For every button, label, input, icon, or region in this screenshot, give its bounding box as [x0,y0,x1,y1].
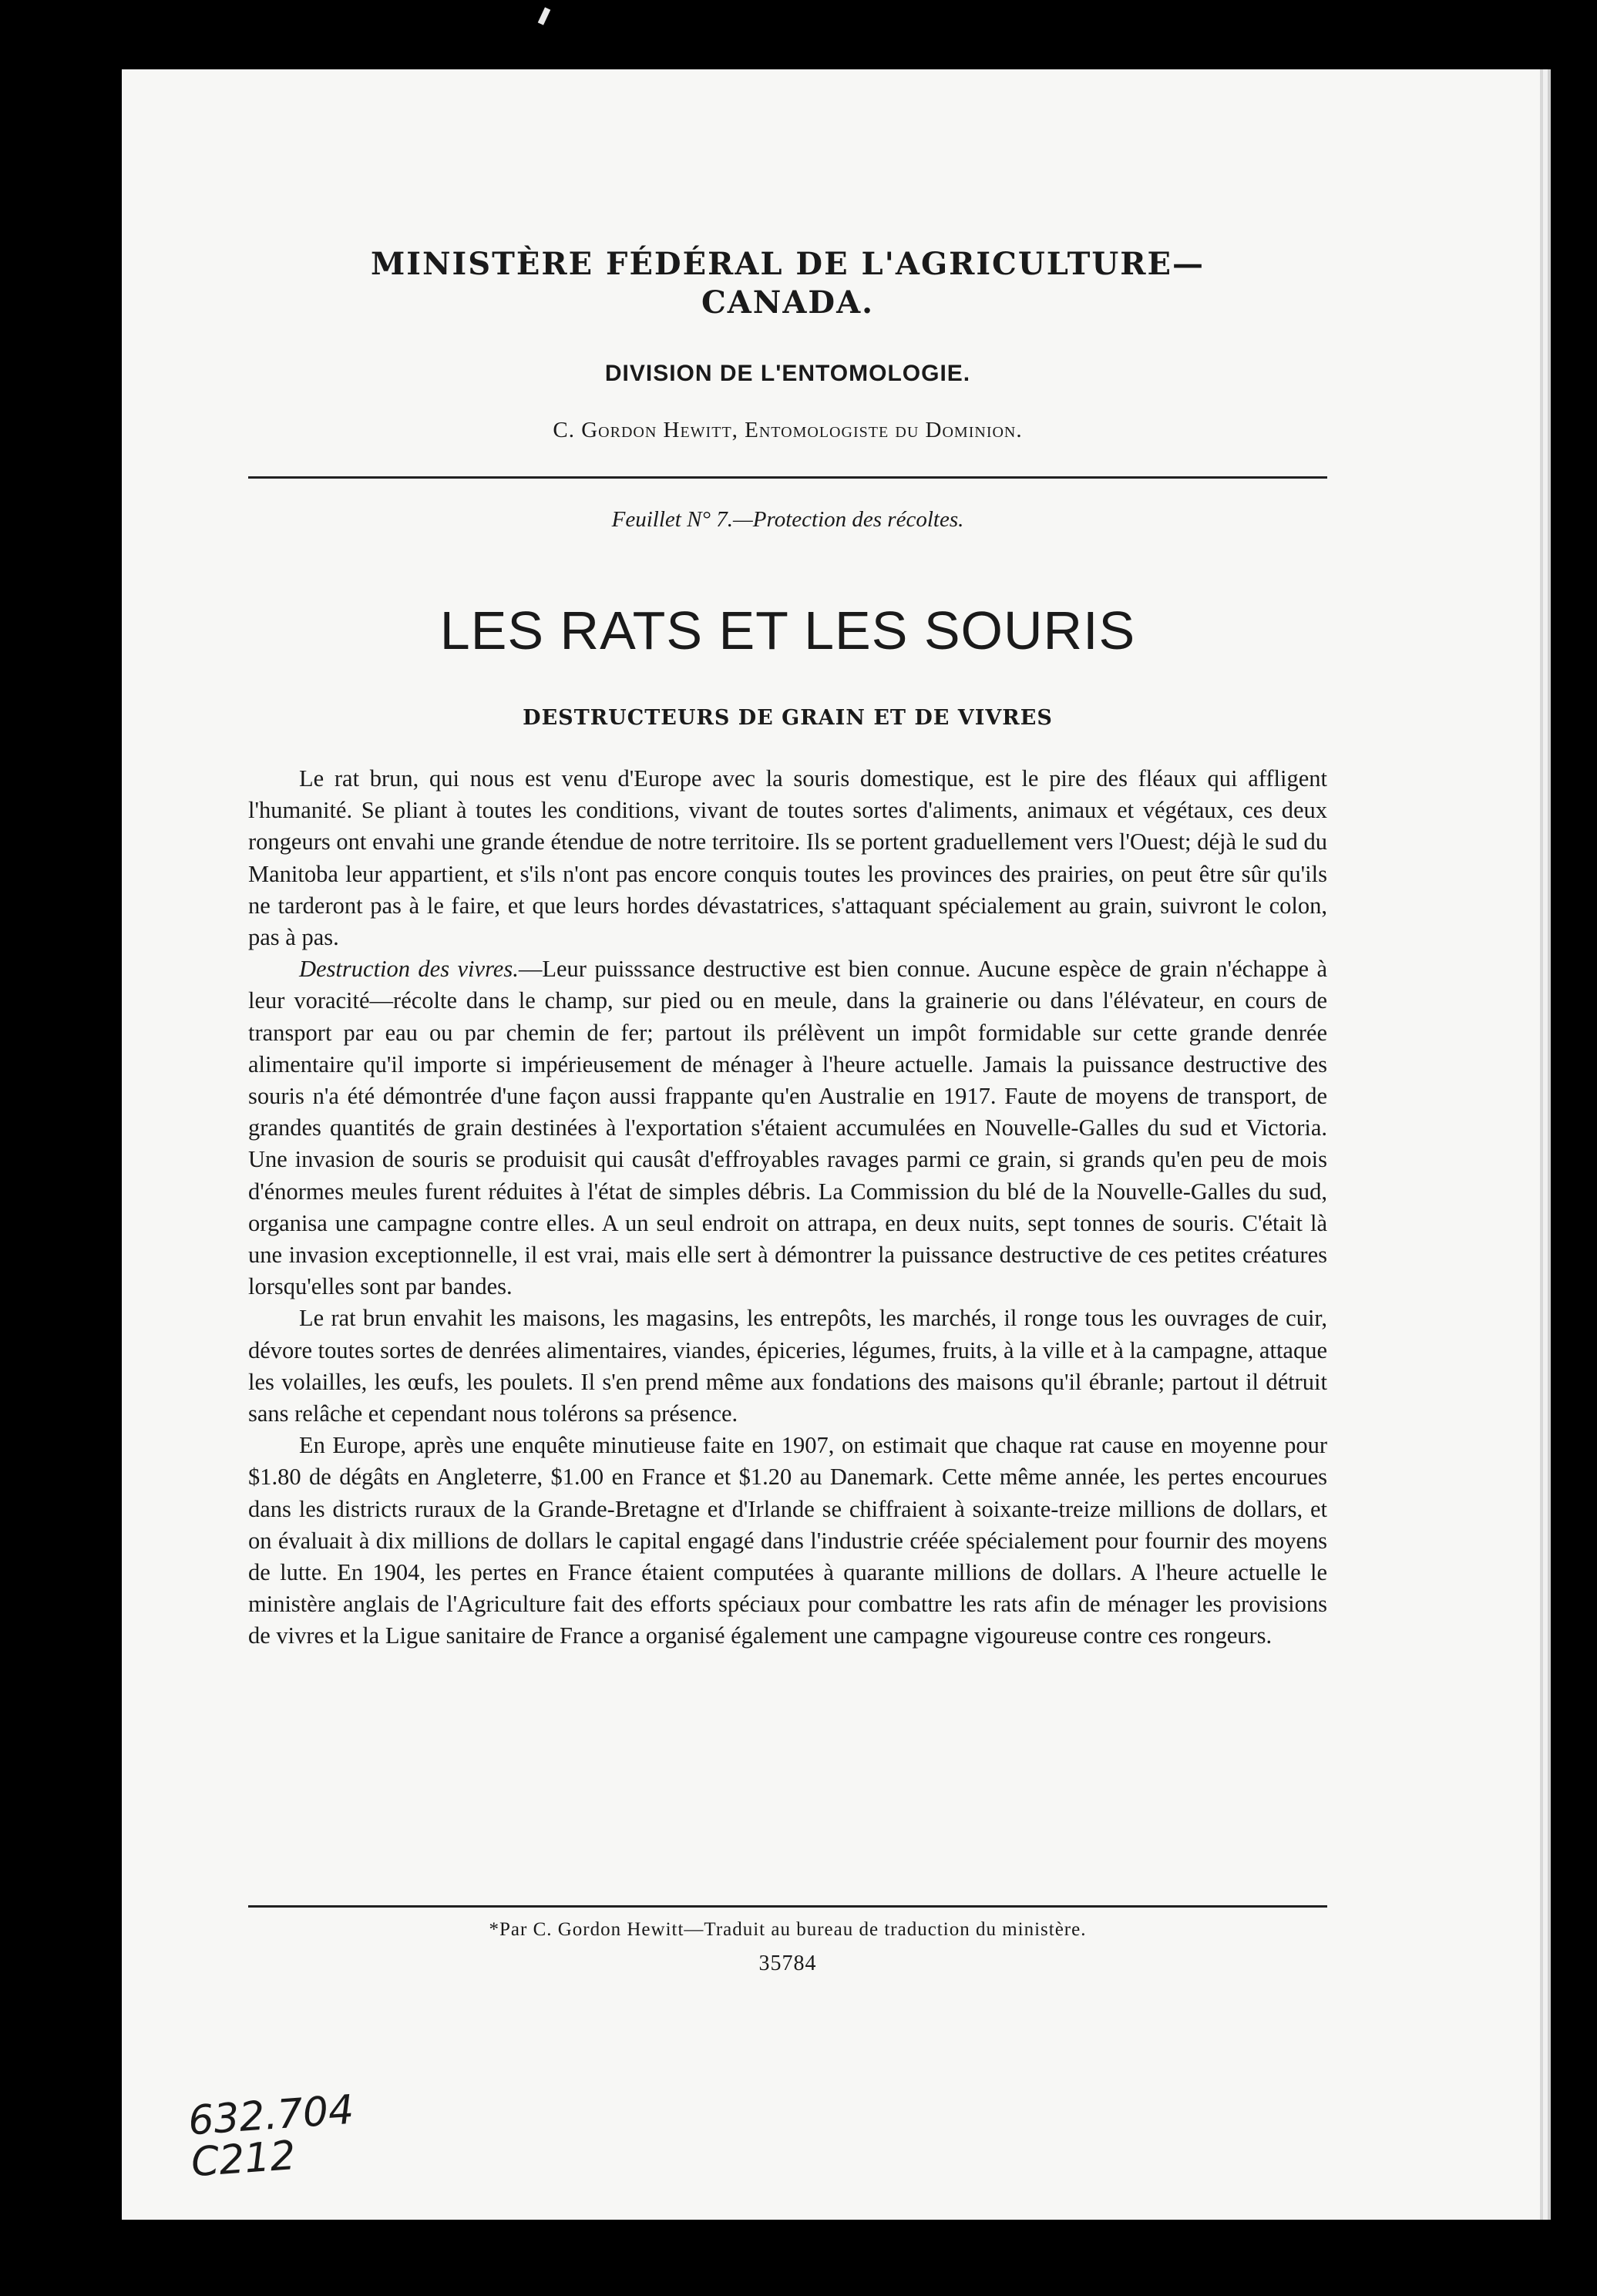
paragraph-text: Le rat brun, qui nous est venu d'Europe avec la souris domestique, est le pire des fléaux qui affligent l'humanité. Se pliant à toutes les conditions, vivant de toutes sortes d'aliments, animaux et végétaux, ces deux rongeurs ont envahi une grande étendue de notre territoire. Ils se portent graduellement vers l'Ouest; déjà le sud du Manitoba leur appartient, et s'ils n'ont pas encore conquis toutes les provinces des prairies, on peut être sûr qu'ils ne tarderont pas à le faire, et que leurs hordes dévastatrices, s'attaquant spécialement au grain, suivront le colon, pas à pas. [248,765,1327,951]
paragraph-text: Le rat brun envahit les maisons, les magasins, les entrepôts, les marchés, il ronge tous les ouvrages de cuir, dévore toutes sortes de denrées alimentaires, viandes, épiceries, légumes, fruits, à la ville et à la campagne, attaque les volailles, les œufs, les poulets. Il s'en prend même aux fondations des maisons qu'il ébranle; partout il détruit sans relâche et cependant nous tolérons sa présence. [248,1305,1327,1427]
division-heading: DIVISION DE L'ENTOMOLOGIE. [604,361,971,386]
page-subtitle: DESTRUCTEURS DE GRAIN ET DE VIVRES [523,706,1053,730]
call-number-line-1: 632.704 [187,2086,355,2145]
paragraph [248,1430,1327,1652]
body-text [248,763,1327,1652]
paragraph [248,763,1327,953]
leaflet-line: Feuillet N° 7.—Protection des récoltes. [611,507,964,532]
ministry-line-1: MINISTÈRE FÉDÉRAL DE L'AGRICULTURE— [370,246,1205,282]
page-edge [1540,77,1549,2212]
author-line: C. Gordon Hewitt, Entomologiste du Dominion. [553,418,1023,442]
page-title: LES RATS ET LES SOURIS [439,600,1136,661]
ministry-line-2: CANADA. [701,284,875,321]
ministry-heading [248,245,1327,322]
handwritten-call-number [187,2086,358,2187]
paragraph-lead: Destruction des vivres. [299,956,519,983]
scan-artifact [538,7,551,25]
document-page [122,69,1540,2220]
footnote: *Par C. Gordon Hewitt—Traduit au bureau de traduction du ministère. [489,1919,1087,1940]
footnote-rule [248,1905,1327,1908]
call-number-line-2: C212 [190,2133,298,2187]
paragraph [248,953,1327,1303]
paragraph-text: —Leur puisssance destructive est bien connue. Aucune espèce de grain n'échappe à leur voracité—récolte dans le champ, sur pied ou en meule, dans la grainerie ou dans l'élévateur, en cours de transport par eau ou par chemin de fer; partout ils prélèvent un impôt formidable sur cette grande denrée alimentaire qu'il importe si impérieusement de ménager à l'heure actuelle. Jamais la puissance destructive des souris n'a été démontrée d'une façon aussi frappante qu'en Australie en 1917. Faute de moyens de transport, de grandes quantités de grain destinées à l'exportation s'étaient accumulées en Nouvelle-Galles du sud et Victoria. Une invasion de souris se produisit qui causât d'effroyables ravages parmi ce grain, si grands qu'en peu de mois d'énormes meules furent réduites à l'état de simples débris. La Commission du blé de la Nouvelle-Galles du sud, organisa une campagne contre elles. A un seul endroit on attrapa, en deux nuits, sept tonnes de souris. C'était là une invasion exceptionnelle, il est vrai, mais elle sert à démontrer la puissance destructive de ces petites créatures lorsqu'elles sont par bandes. [248,956,1327,1300]
page-number: 35784 [758,1951,817,1975]
paragraph [248,1303,1327,1430]
paragraph-text: En Europe, après une enquête minutieuse faite en 1907, on estimait que chaque rat cause en moyenne pour $1.80 de dégâts en Angleterre, $1.00 en France et $1.20 au Danemark. Cette même année, les pertes encourues dans les districts ruraux de la Grande-Bretagne et d'Irlande se chiffraient à soixante-treize millions de dollars, et on évaluait à dix millions de dollars le capital engagé dans l'industrie créée spécialement pour fournir des moyens de lutte. En 1904, les pertes en France étaient computées à quarante millions de dollars. A l'heure actuelle le ministère anglais de l'Agriculture fait des efforts spéciaux pour combattre les rats afin de ménager les provisions de vivres et la Ligue sanitaire de France a organisé également une campagne vigoureuse contre ces rongeurs. [248,1432,1327,1649]
header-rule [248,476,1327,479]
